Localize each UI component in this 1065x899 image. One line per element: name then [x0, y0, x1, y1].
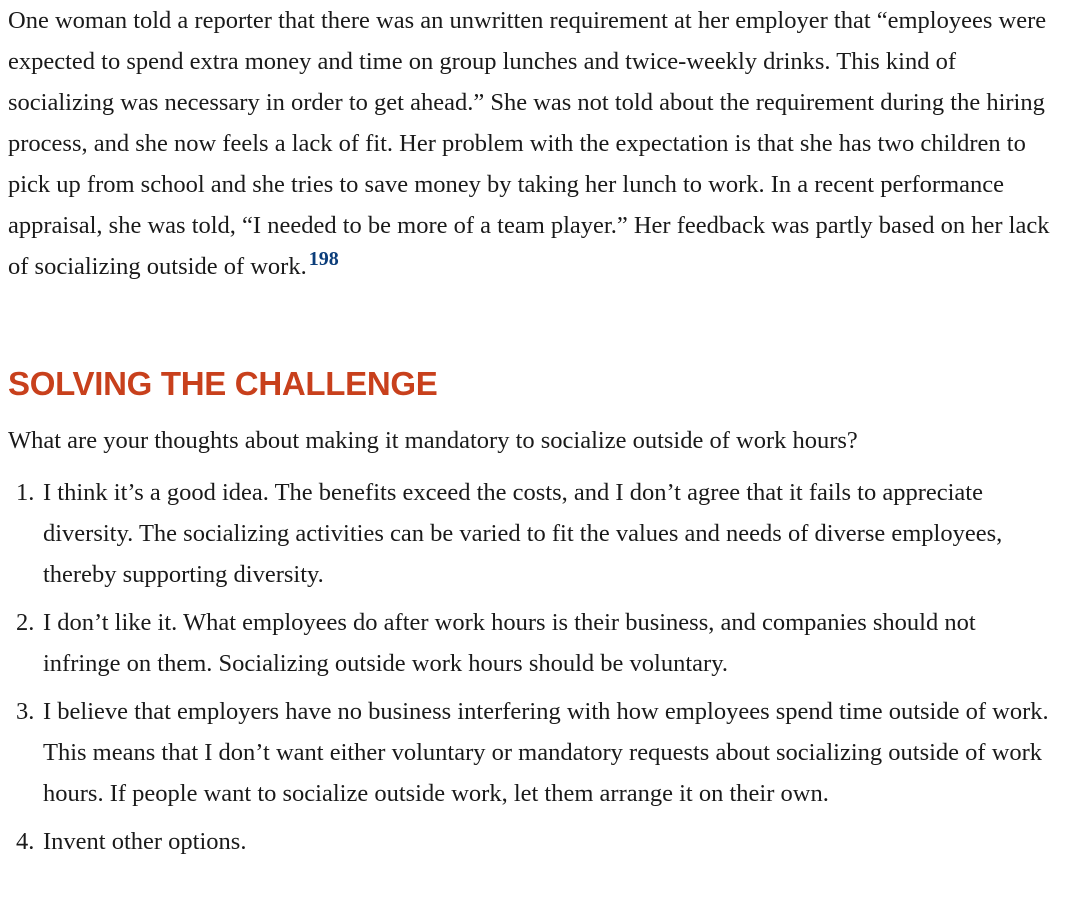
- option-number: 3.: [16, 698, 35, 725]
- intro-text: One woman told a reporter that there was an unwritten requirement at her employer that “employees were expected to spend extra money and time on group lunches and twice-weekly drinks. This kind of socializing was necessary in order to get ahead.” She was not told about the requirement during the hiring process, and she now feels a lack of fit. Her problem with the expectation is that she has two children to pick up from school and she tries to save money by taking her lunch to work. In a recent performance appraisal, she was told, “I needed to be more of a team player.” Her feedback was partly based on her lack of socializing outside of work.: [8, 7, 1050, 280]
- option-number: 2.: [16, 609, 35, 636]
- section-heading: SOLVING THE CHALLENGE: [8, 365, 438, 402]
- option-item-4: [8, 821, 1058, 862]
- option-text: I believe that employers have no business interfering with how employees spend time outside of work. This means that I don’t want either voluntary or mandatory requests about socializing outside of work hours. If people want to socialize outside work, let them arrange it on their own.: [43, 698, 1049, 807]
- option-number: 1.: [16, 479, 35, 506]
- option-text: I don’t like it. What employees do after work hours is their business, and companies should not infringe on them. Socializing outside work hours should be voluntary.: [43, 609, 976, 677]
- option-number: 4.: [16, 828, 35, 855]
- option-text: Invent other options.: [43, 828, 247, 855]
- option-item-1: [8, 472, 1058, 595]
- intro-text-block: [8, 0, 1058, 287]
- footnote-link[interactable]: 198: [308, 248, 339, 270]
- question-text: What are your thoughts about making it mandatory to socialize outside of work hours?: [8, 427, 858, 454]
- intro-paragraph: [8, 0, 1058, 287]
- option-item-3: [8, 691, 1058, 814]
- option-item-2: [8, 602, 1058, 684]
- option-text: I think it’s a good idea. The benefits exceed the costs, and I don’t agree that it fails to appreciate diversity. The socializing activities can be varied to fit the values and needs of diverse employees, thereby supporting diversity.: [43, 479, 1003, 588]
- document-page: [8, 0, 1058, 855]
- options-list: [8, 472, 1058, 862]
